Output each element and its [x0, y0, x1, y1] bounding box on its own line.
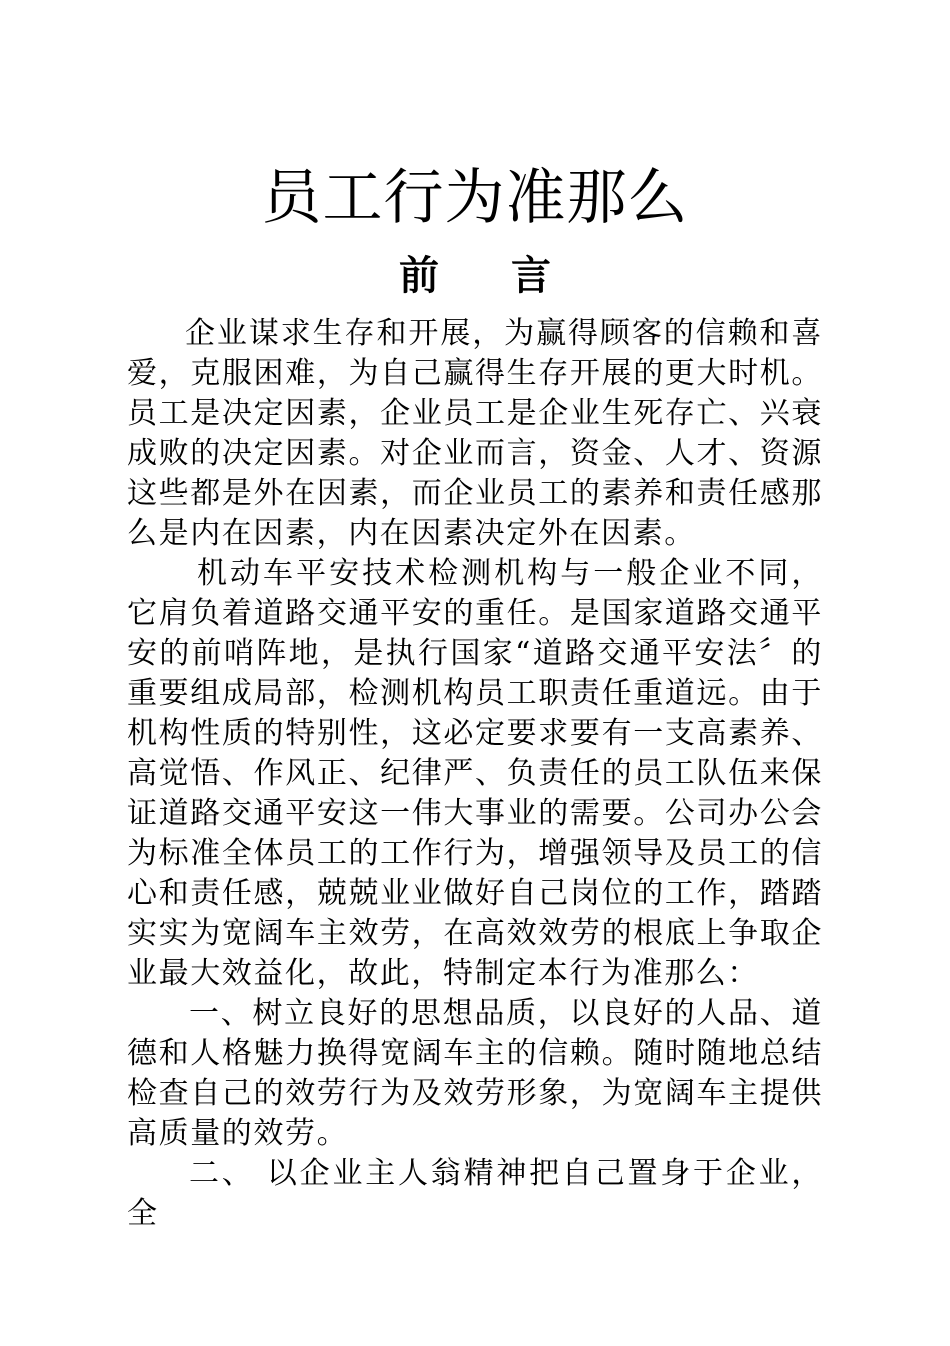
section-heading-char-1: 前	[399, 252, 439, 299]
paragraph-mission: 机动车平安技术检测机构与一般企业不同，它肩负着道路交通平安的重任。是国家道路交通平安的前哨阵地，是执行国家“道路交通平安法〞的重要组成局部，检测机构员工职责任重道远。由于机构性质的特别性，这必定要求要有一支高素养、高觉悟、作风正、纪律严、负责任的员工队伍来保证道路交通平安这一伟大事业的需要。公司办公会为标准全体员工的工作行为，增强领导及员工的信心和责任感，兢兢业业做好自己岗位的工作，踏踏实实为宽阔车主效劳，在高效效劳的根底上争取企业最大效益化，故此，特制定本行为准那么：	[127, 556, 823, 991]
paragraph-intro: 企业谋求生存和开展，为赢得顾客的信赖和喜爱，克服困难，为自己赢得生存开展的更大时机。员工是决定因素，企业员工是企业生死存亡、兴衰成败的决定因素。对企业而言，资金、人才、资源这些都是外在因素，而企业员工的素养和责任感那么是内在因素，内在因素决定外在因素。	[127, 316, 823, 551]
section-heading-preface	[0, 248, 950, 304]
paragraph-rule-1: 一、树立良好的思想品质，以良好的人品、道德和人格魅力换得宽阔车主的信赖。随时随地总结检查自己的效劳行为及效劳形象，为宽阔车主提供高质量的效劳。	[127, 996, 823, 1151]
paragraph-rule-2: 二、 以企业主人翁精神把自己置身于企业，全	[127, 1156, 823, 1231]
document-body	[127, 314, 823, 1234]
section-heading-char-2: 言	[511, 252, 551, 299]
document-title: 员工行为准那么	[261, 163, 689, 233]
